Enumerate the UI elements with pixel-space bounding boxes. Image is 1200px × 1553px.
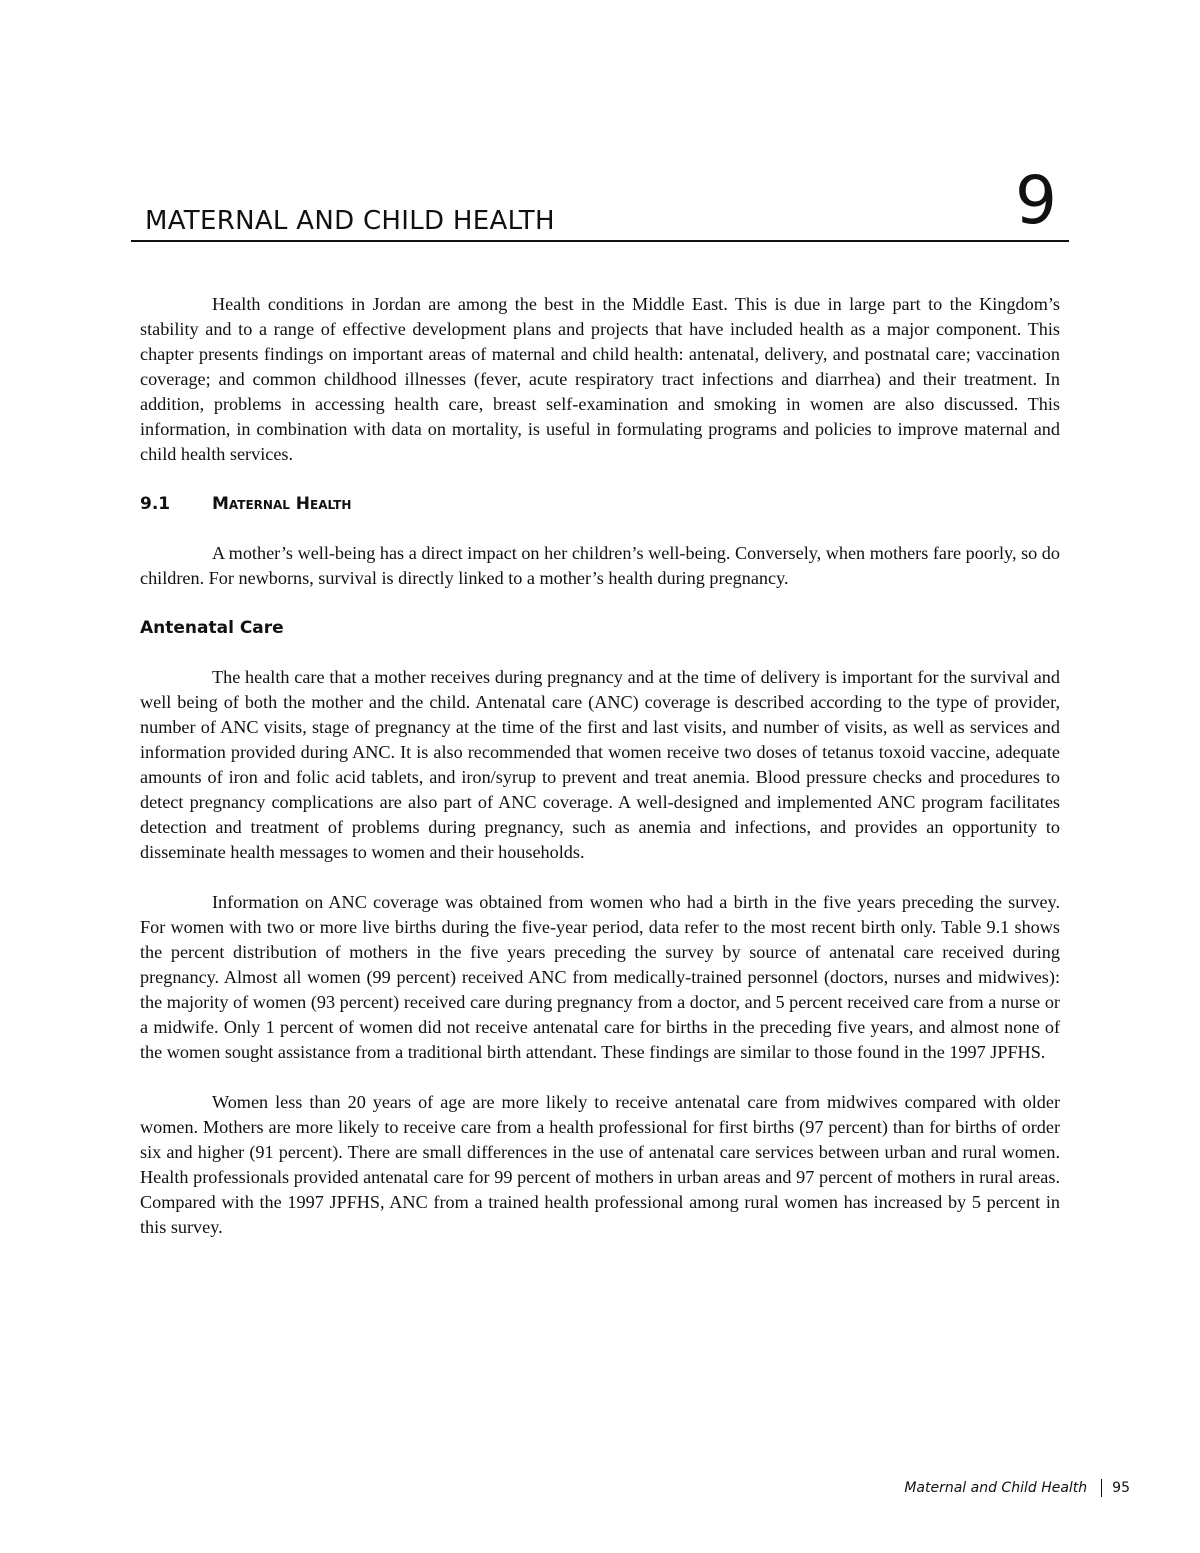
section-number: 9.1 (140, 494, 171, 514)
chapter-header (131, 158, 1069, 242)
subsection-heading: Antenatal Care (140, 618, 284, 638)
section-title: Maternal Health (212, 494, 352, 514)
chapter-title: MATERNAL AND CHILD HEALTH (145, 206, 555, 236)
chapter-number: 9 (1015, 162, 1057, 239)
antenatal-paragraph-3: Women less than 20 years of age are more likely to receive antenatal care from midwives compared with older women. Mothers are more likely to receive care from a health professional for first births (97 percent) than for births of order six and higher (91 percent). There are small differences in the use of antenatal care services between urban and rural women. Health professionals provided antenatal care for 99 percent of mothers in urban areas and 97 percent of mothers in rural areas. Compared with the 1997 JPFHS, ANC from a trained health professional among rural women has increased by 5 percent in this survey. (140, 1092, 1060, 1237)
intro-paragraph: Health conditions in Jordan are among the best in the Middle East. This is due in large part to the Kingdom’s stability and to a range of effective development plans and projects that have included health as a major component. This chapter presents findings on important areas of maternal and child health: antenatal, delivery, and postnatal care; vaccination coverage; and common childhood illnesses (fever, acute respiratory tract infections and diarrhea) and their treatment. In addition, problems in accessing health care, breast self-examination and smoking in women are also discussed. This information, in combination with data on mortality, is useful in formulating programs and policies to improve maternal and child health services. (140, 294, 1060, 464)
footer-separator (1101, 1479, 1102, 1497)
antenatal-paragraph-1: The health care that a mother receives during pregnancy and at the time of delivery is important for the survival and well being of both the mother and the child. Antenatal care (ANC) coverage is described according to the type of provider, number of ANC visits, stage of pregnancy at the time of the first and last visits, and number of visits, as well as services and information provided during ANC. It is also recommended that women receive two doses of tetanus toxoid vaccine, adequate amounts of iron and folic acid tablets, and iron/syrup to prevent and treat anemia. Blood pressure checks and procedures to detect pregnancy complications are also part of ANC coverage. A well-designed and implemented ANC program facilitates detection and treatment of problems during pregnancy, such as anemia and infections, and provides an opportunity to disseminate health messages to women and their households. (140, 667, 1060, 862)
page-body (140, 292, 1060, 1240)
section-heading (140, 491, 1060, 517)
page-footer (904, 1478, 1130, 1498)
section-paragraph: A mother’s well-being has a direct impact on her children’s well-being. Conversely, when mothers fare poorly, so do children. For newborns, survival is directly linked to a mother’s health during pregnancy. (140, 543, 1060, 588)
antenatal-paragraph-2: Information on ANC coverage was obtained from women who had a birth in the five years preceding the survey. For women with two or more live births during the five-year period, data refer to the most recent birth only. Table 9.1 shows the percent distribution of mothers in the five years preceding the survey by source of antenatal care received during pregnancy. Almost all women (99 percent) received ANC from medically-trained personnel (doctors, nurses and midwives): the majority of women (93 percent) received care during pregnancy from a doctor, and 5 percent received care from a nurse or a midwife. Only 1 percent of women did not receive antenatal care for births in the preceding five years, and almost none of the women sought assistance from a traditional birth attendant. These findings are similar to those found in the 1997 JPFHS. (140, 892, 1060, 1062)
page-number: 95 (1112, 1480, 1130, 1496)
footer-label: Maternal and Child Health (904, 1480, 1088, 1496)
